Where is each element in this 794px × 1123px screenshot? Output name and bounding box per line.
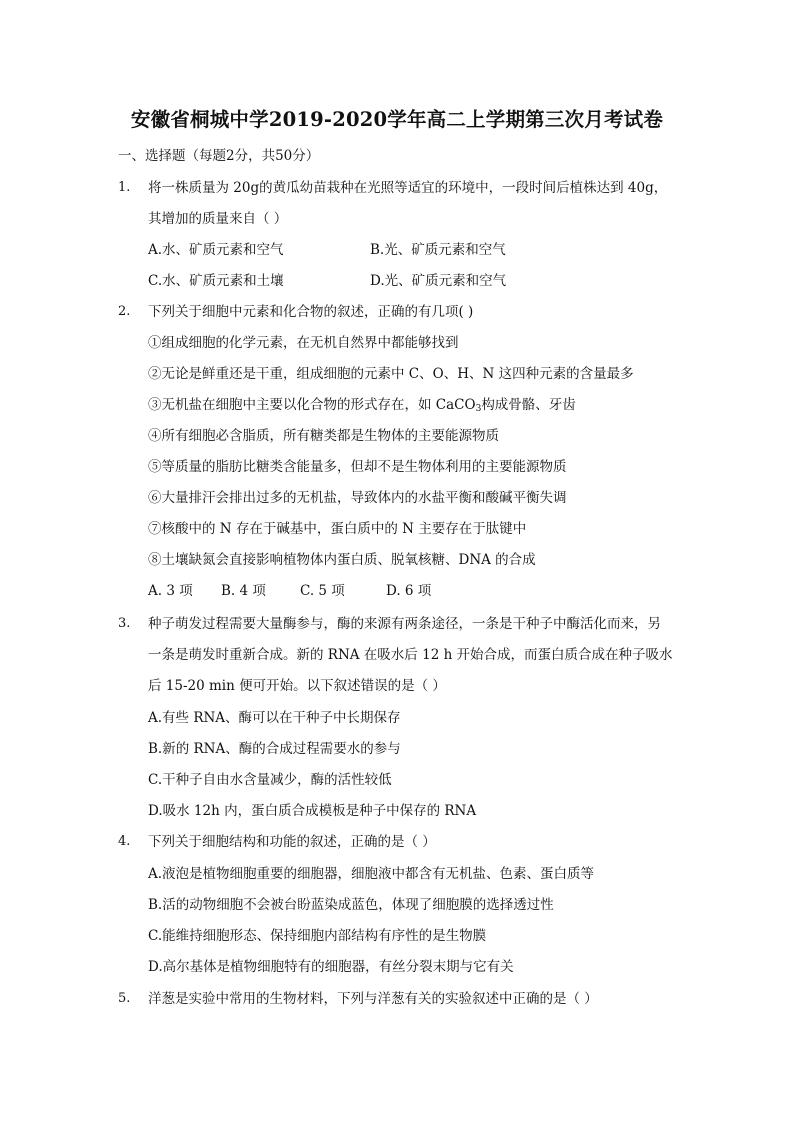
question-stem-line: 种子萌发过程需要大量酶参与，酶的来源有两条途径，一条是干种子中酶活化而来，另 bbox=[148, 616, 661, 632]
subscript: 3 bbox=[475, 404, 482, 414]
option-c: C.能维持细胞形态、保持细胞内部结构有序性的是生物膜 bbox=[148, 928, 487, 944]
statement-item: ⑦核酸中的 N 存在于碱基中，蛋白质中的 N 主要存在于肽键中 bbox=[148, 521, 527, 537]
question-stem-line: 下列关于细胞结构和功能的叙述，正确的是（ ） bbox=[148, 834, 436, 850]
question-number: 2. bbox=[118, 304, 131, 319]
option-a: A.水、矿质元素和空气 bbox=[148, 242, 284, 258]
option-d: D. 6 项 bbox=[386, 583, 432, 599]
question-stem-line: 后 15-20 min 便可开始。以下叙述错误的是（ ） bbox=[148, 678, 446, 694]
option-c: C.水、矿质元素和土壤 bbox=[148, 273, 284, 289]
option-a: A.液泡是植物细胞重要的细胞器，细胞液中都含有无机盐、色素、蛋白质等 bbox=[148, 866, 595, 882]
statement-item: ④所有细胞必含脂质，所有糖类都是生物体的主要能源物质 bbox=[148, 428, 499, 444]
page-title: 安徽省桐城中学2019-2020学年高二上学期第三次月考试卷 bbox=[130, 108, 664, 131]
question-number: 3. bbox=[118, 616, 131, 631]
option-a: A.有些 RNA、酶可以在干种子中长期保存 bbox=[148, 710, 401, 726]
statement-item: ②无论是鲜重还是干重，组成细胞的元素中 C、O、H、N 这四种元素的含量最多 bbox=[148, 366, 634, 382]
option-c: C.干种子自由水含量减少，酶的活性较低 bbox=[148, 772, 392, 788]
option-a: A. 3 项 bbox=[148, 583, 193, 599]
option-d: D.吸水 12h 内，蛋白质合成模板是种子中保存的 RNA bbox=[148, 803, 477, 819]
option-d: D.光、矿质元素和空气 bbox=[370, 273, 507, 289]
statement-text: 构成骨骼、牙齿 bbox=[481, 397, 576, 413]
question-stem-line: 下列关于细胞中元素和化合物的叙述，正确的有几项( ) bbox=[148, 304, 474, 320]
statement-item: ⑧土壤缺氮会直接影响植物体内蛋白质、脱氧核糖、DNA 的合成 bbox=[148, 552, 536, 568]
option-b: B. 4 项 bbox=[221, 583, 266, 599]
statement-item: ⑤等质量的脂肪比糖类含能量多，但却不是生物体利用的主要能源物质 bbox=[148, 459, 567, 475]
option-c: C. 5 项 bbox=[300, 583, 345, 599]
option-b: B.新的 RNA、酶的合成过程需要水的参与 bbox=[148, 741, 401, 757]
option-d: D.高尔基体是植物细胞特有的细胞器，有丝分裂末期与它有关 bbox=[148, 959, 514, 975]
statement-text: ③无机盐在细胞中主要以化合物的形式存在，如 CaCO bbox=[148, 397, 476, 413]
option-b: B.光、矿质元素和空气 bbox=[370, 242, 506, 258]
question-number: 1. bbox=[118, 180, 131, 195]
statement-item bbox=[148, 395, 576, 419]
statement-item: ①组成细胞的化学元素，在无机自然界中都能够找到 bbox=[148, 335, 459, 351]
question-stem-line: 一条是萌发时重新合成。新的 RNA 在吸水后 12 h 开始合成，而蛋白质合成在种子吸水 bbox=[148, 647, 673, 663]
section-heading: 一、选择题（每题2分，共50分） bbox=[118, 148, 320, 164]
question-number: 5. bbox=[118, 991, 131, 1006]
option-b: B.活的动物细胞不会被台盼蓝染成蓝色，体现了细胞膜的选择透过性 bbox=[148, 897, 554, 913]
question-stem-line: 将一株质量为 20g的黄瓜幼苗栽种在光照等适宜的环境中，一段时间后植株达到 40g， bbox=[148, 180, 668, 196]
question-stem-line: 洋葱是实验中常用的生物材料，下列与洋葱有关的实验叙述中正确的是（ ） bbox=[148, 991, 598, 1007]
question-stem-line: 其增加的质量来自（ ） bbox=[148, 211, 288, 227]
statement-item: ⑥大量排汗会排出过多的无机盐，导致体内的水盐平衡和酸碱平衡失调 bbox=[148, 490, 567, 506]
question-number: 4. bbox=[118, 834, 131, 849]
